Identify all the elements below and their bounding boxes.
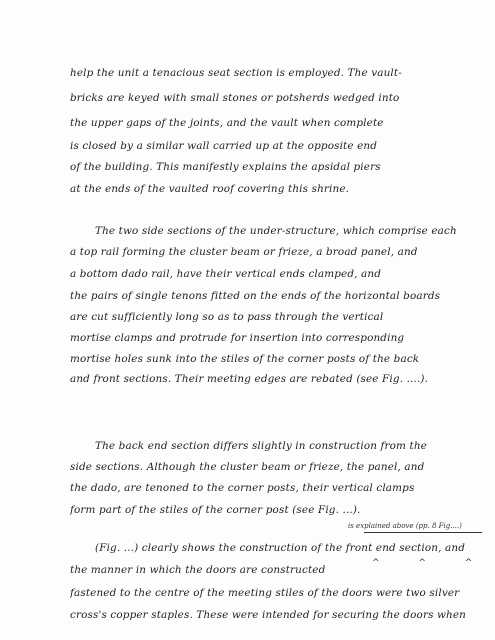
text-line: (Fig. ...) clearly shows the construction of the front end section, and [95,542,465,554]
text-line: the dado, are tenoned to the corner posts, their vertical clamps [70,482,415,494]
text-line: The back end section differs slightly in construction from the [95,440,427,452]
text-line: the pairs of single tenons fitted on the ends of the horizontal boards [70,290,441,302]
text-line: of the building. This manifestly explains the apsidal piers [70,161,381,173]
text-line: and front sections. Their meeting edges are rebated (see Fig. ....). [70,373,429,385]
text-line: a top rail forming the cluster beam or frieze, a broad panel, and [70,246,418,258]
text-line: bricks are keyed with small stones or potsherds wedged into [70,92,400,104]
text-line: fastened to the centre of the meeting stiles of the doors were two silver [70,587,460,599]
margin-annotation: is explained above (pp. 8 Fig....) [348,522,462,530]
text-line: at the ends of the vaulted roof covering this shrine. [70,183,350,195]
text-line: the upper gaps of the joints, and the vault when complete [70,117,384,129]
text-line: help the unit a tenacious seat section is employed. The vault- [70,67,402,79]
text-line: cross's copper staples. These were intended for securing the doors when [70,609,467,621]
text-line: side sections. Although the cluster beam or frieze, the panel, and [70,461,425,473]
text-line: are cut sufficiently long so as to pass through the vertical [70,311,384,323]
insertion-carets: ^ ^ ^ [372,558,491,568]
text-line: mortise holes sunk into the stiles of the corner posts of the back [70,353,420,365]
text-line: mortise clamps and protrude for insertion into corresponding [70,332,405,344]
text-line: is closed by a similar wall carried up at the opposite end [70,140,378,152]
strikethrough-mark [364,532,482,533]
text-line: The two side sections of the under-structure, which comprise each [95,225,457,237]
text-line: form part of the stiles of the corner post (see Fig. ...). [70,504,361,516]
text-line: a bottom dado rail, have their vertical ends clamped, and [70,268,382,280]
text-line: the manner in which the doors are constructed [70,564,326,576]
